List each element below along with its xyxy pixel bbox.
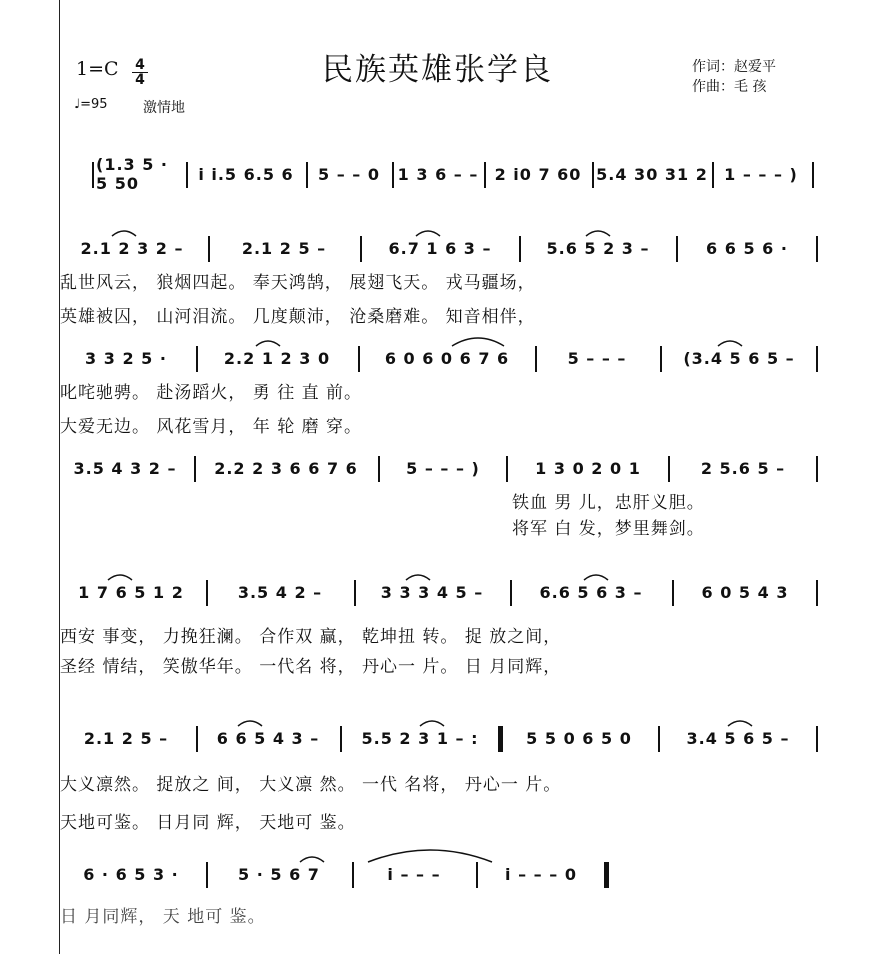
barline — [510, 580, 512, 606]
measure: 2.1 2 5 – — [241, 238, 327, 258]
lyric-line: 叱咤驰骋。 赴汤蹈火， 勇 往 直 前。 — [60, 383, 363, 403]
time-numerator: 4 — [135, 57, 145, 73]
barline — [660, 346, 662, 372]
expression-mark: 激情地 — [143, 100, 185, 116]
lyric-line: 天地可鉴。 日月同 辉， 天地可 鉴。 — [60, 813, 356, 833]
song-title: 民族英雄张学良 — [322, 52, 553, 88]
barline — [208, 236, 210, 262]
lyricist-credit: 作词：赵爱平 — [692, 59, 776, 75]
measure: 2 i0 7 60 — [494, 164, 582, 184]
measure: 2.2 2 3 6 6 7 6 — [214, 458, 358, 478]
measure: i – – – 0 — [505, 864, 577, 884]
measure: 2 5.6 5 – — [700, 458, 786, 478]
key-signature: 1=C — [76, 58, 119, 80]
barline — [196, 726, 198, 752]
music-row-2 — [62, 344, 822, 374]
measure: 5.6 5 2 3 – — [546, 238, 650, 258]
measure: 1 7 6 5 1 2 — [78, 582, 184, 602]
barline — [378, 456, 380, 482]
lyric-line: 乱世风云， 狼烟四起。 奉天鸿鹄， 展翅飞天。 戎马疆场， — [60, 273, 536, 293]
barline — [360, 236, 362, 262]
measure: 3 3 3 4 5 – — [380, 582, 484, 602]
measure: 5.4 30 31 2 — [596, 164, 708, 184]
measure: 3.5 4 3 2 – — [73, 458, 177, 478]
measure: 6.6 5 6 3 – — [539, 582, 643, 602]
measure: 1 3 0 2 0 1 — [535, 458, 641, 478]
measure: 5 – – – — [567, 348, 627, 368]
music-row-6 — [62, 860, 822, 890]
measure: 5 – – 0 — [318, 164, 380, 184]
time-signature — [132, 58, 148, 87]
lyric-line: 大爱无边。 风花雪月， 年 轮 磨 穿。 — [60, 417, 363, 437]
measure: 5.5 2 3 1 – : — [361, 728, 479, 748]
barline — [816, 580, 818, 606]
barline — [658, 726, 660, 752]
barline — [816, 236, 818, 262]
measure: 1 3 6 – – — [397, 164, 479, 184]
barline — [358, 346, 360, 372]
final-barline — [604, 862, 609, 888]
barline — [668, 456, 670, 482]
measure: 3.4 5 6 5 – — [686, 728, 790, 748]
measure: 6 6 5 6 · — [706, 238, 788, 258]
measure: (1.3 5 · 5 50 — [96, 155, 169, 193]
lyric-line: 日 月同辉， 天 地可 鉴。 — [60, 907, 266, 927]
music-row-3 — [62, 454, 822, 484]
time-denominator: 4 — [132, 72, 148, 87]
repeat-barline — [498, 726, 503, 752]
measure: 5 · 5 6 7 — [238, 864, 320, 884]
barline — [816, 456, 818, 482]
measure: 2.1 2 3 2 – — [80, 238, 184, 258]
barline — [816, 726, 818, 752]
music-row-5 — [62, 724, 822, 754]
barline — [812, 162, 814, 188]
barline — [306, 162, 308, 188]
barline — [592, 162, 594, 188]
lyric-line: 大义凛然。 捉放之 间， 大义凛 然。 一代 名将， 丹心一 片。 — [60, 775, 562, 795]
barline — [92, 162, 94, 188]
measure: 6 6 5 4 3 – — [216, 728, 320, 748]
measure: i – – – — [387, 864, 441, 884]
lyric-line: 铁血 男 儿，忠肝义胆。 — [512, 493, 705, 513]
measure: 5 5 0 6 5 0 — [526, 728, 632, 748]
barline — [392, 162, 394, 188]
barline — [535, 346, 537, 372]
measure: 3.5 4 2 – — [237, 582, 323, 602]
tempo-mark: ♩=95 — [74, 97, 108, 112]
barline — [194, 456, 196, 482]
measure: (3.4 5 6 5 – — [683, 348, 795, 368]
measure: 6 0 5 4 3 — [701, 582, 789, 602]
barline — [196, 346, 198, 372]
measure: i i.5 6.5 6 — [198, 164, 294, 184]
composer-credit: 作曲：毛 孩 — [692, 79, 767, 95]
lyric-line: 英雄被囚， 山河泪流。 几度颠沛， 沧桑磨难。 知音相伴， — [60, 307, 536, 327]
music-row-4 — [62, 578, 822, 608]
measure: 6.7 1 6 3 – — [388, 238, 492, 258]
barline — [354, 580, 356, 606]
barline — [484, 162, 486, 188]
barline — [506, 456, 508, 482]
barline — [206, 862, 208, 888]
measure: 2.2 1 2 3 0 — [223, 348, 331, 368]
barline — [352, 862, 354, 888]
barline — [519, 236, 521, 262]
lyric-line: 将军 白 发，梦里舞剑。 — [512, 519, 705, 539]
lyric-line: 西安 事变， 力挽狂澜。 合作双 赢， 乾坤扭 转。 捉 放之间， — [60, 627, 562, 647]
barline — [816, 346, 818, 372]
barline — [672, 580, 674, 606]
barline — [340, 726, 342, 752]
lyric-line: 圣经 情结， 笑傲华年。 一代名 将， 丹心一 片。 日 月同辉， — [60, 657, 562, 677]
music-row-1 — [62, 234, 822, 264]
measure: 3 3 2 5 · — [85, 348, 167, 368]
barline — [712, 162, 714, 188]
music-row-intro — [92, 155, 816, 193]
barline — [476, 862, 478, 888]
measure: 1 – – – ) — [724, 164, 798, 184]
measure: 5 – – – ) — [406, 458, 480, 478]
measure: 6 · 6 5 3 · — [83, 864, 179, 884]
measure: 2.1 2 5 – — [83, 728, 169, 748]
measure: 6 0 6 0 6 7 6 — [384, 348, 510, 368]
barline — [206, 580, 208, 606]
barline — [186, 162, 188, 188]
barline — [676, 236, 678, 262]
